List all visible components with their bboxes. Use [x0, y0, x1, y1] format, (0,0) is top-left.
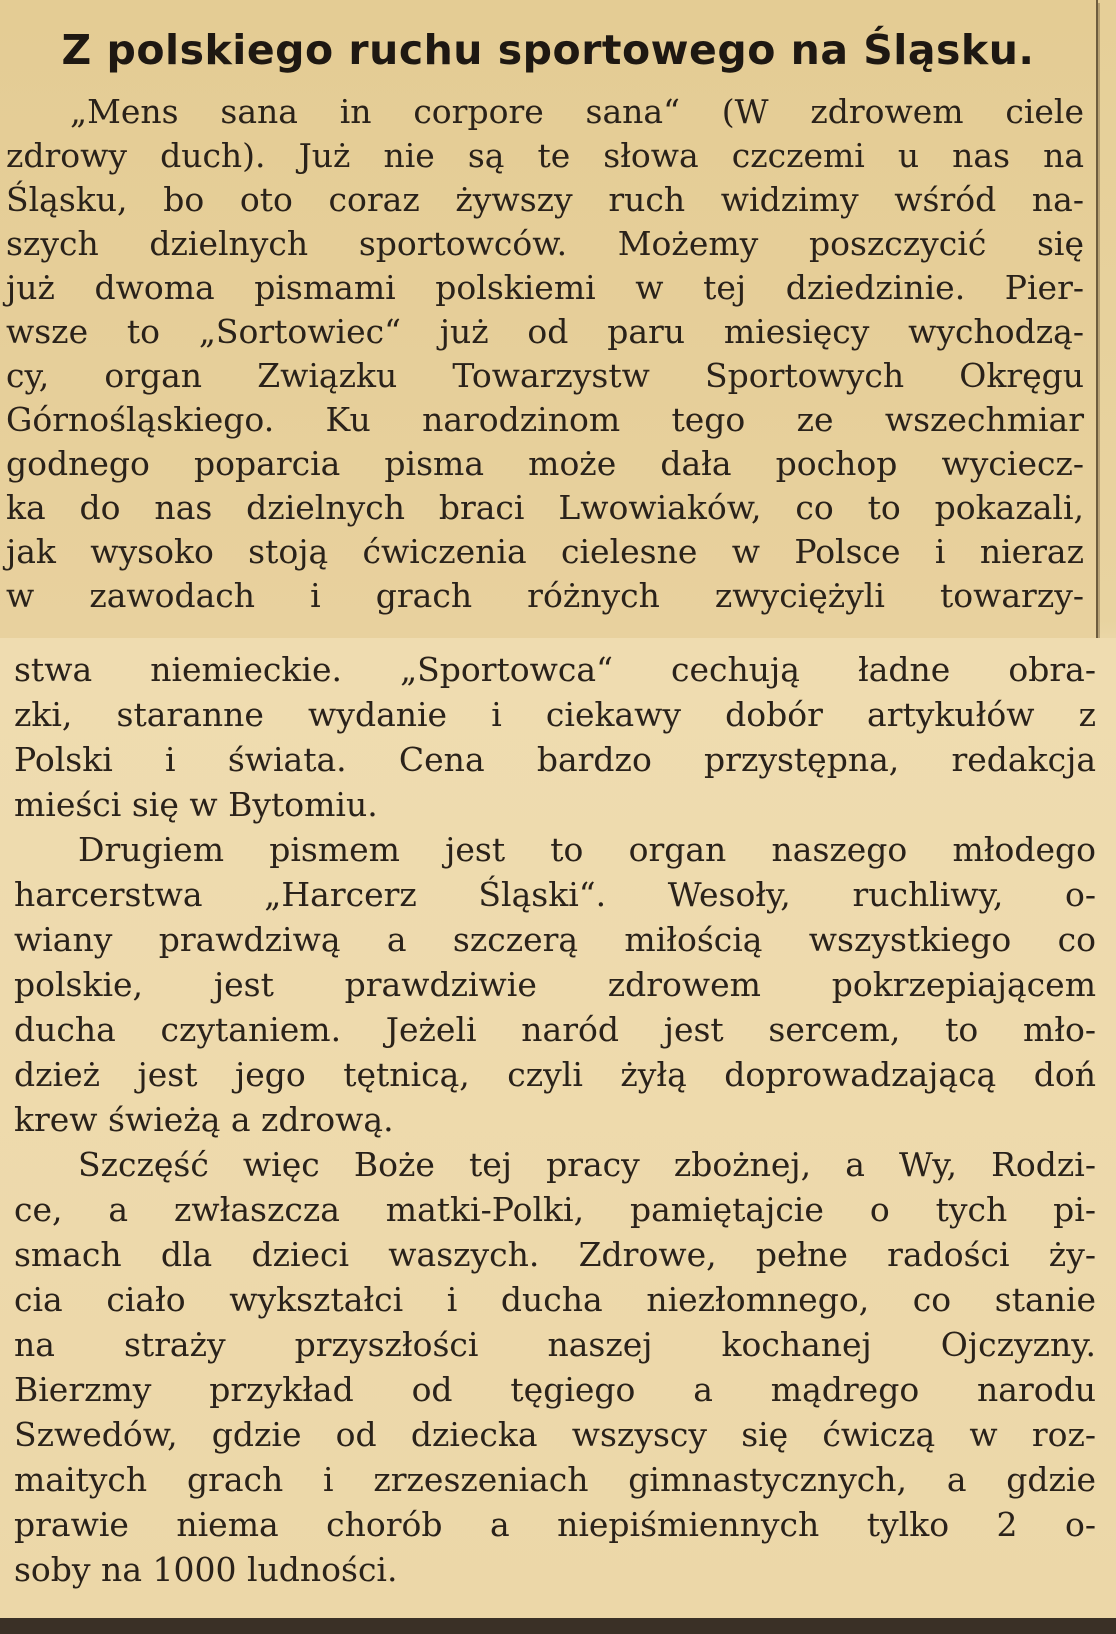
text-line: jak wysoko stoją ćwiczenia cielesne w Polsce i nieraz — [6, 532, 1084, 571]
text-line: wiany prawdziwą a szczerą miłością wszystkiego co — [14, 920, 1096, 959]
text-line: szych dzielnych sportowców. Możemy poszczycić się — [6, 224, 1084, 263]
text-line: smach dla dzieci waszych. Zdrowe, pełne radości ży- — [14, 1235, 1096, 1274]
text-line: polskie, jest prawdziwie zdrowem pokrzepiającem — [14, 965, 1096, 1004]
text-line: stwa niemieckie. „Sportowca“ cechują ładne obra- — [14, 650, 1096, 689]
text-line: Drugiem pismem jest to organ naszego młodego — [78, 830, 1096, 869]
text-line: soby na 1000 ludności. — [14, 1550, 398, 1589]
text-line: Szwedów, gdzie od dziecka wszyscy się ćwiczą w roz- — [14, 1415, 1096, 1454]
text-line: już dwoma pismami polskiemi w tej dziedzinie. Pier- — [6, 268, 1084, 307]
text-line: wsze to „Sortowiec“ już od paru miesięcy wychodzą- — [6, 312, 1084, 351]
text-line: na straży przyszłości naszej kochanej Ojczyzny. — [14, 1325, 1096, 1364]
bottom-rule — [0, 1618, 1116, 1634]
text-line: ka do nas dzielnych braci Lwowiaków, co to pokazali, — [6, 488, 1084, 527]
clipping-bottom-section — [0, 638, 1116, 1618]
text-line: Bierzmy przykład od tęgiego a mądrego narodu — [14, 1370, 1096, 1409]
text-line: prawie niema chorób a niepiśmiennych tylko 2 o- — [14, 1505, 1096, 1544]
text-line: cy, organ Związku Towarzystw Sportowych Okręgu — [6, 356, 1084, 395]
text-line: „Mens sana in corpore sana“ (W zdrowem ciele — [70, 92, 1084, 131]
text-line: harcerstwa „Harcerz Śląski“. Wesoły, ruchliwy, o- — [14, 875, 1096, 914]
text-line: w zawodach i grach różnych zwyciężyli towarzy- — [6, 576, 1084, 615]
text-line: zki, staranne wydanie i ciekawy dobór artykułów z — [14, 695, 1096, 734]
text-line: maitych grach i zrzeszeniach gimnastycznych, a gdzie — [14, 1460, 1096, 1499]
text-line: Szczęść więc Boże tej pracy zbożnej, a Wy, Rodzi- — [78, 1145, 1096, 1184]
text-line: cia ciało wykształci i ducha niezłomnego, co stanie — [14, 1280, 1096, 1319]
text-line: zdrowy duch). Już nie są te słowa czczemi u nas na — [6, 136, 1084, 175]
text-line: mieści się w Bytomiu. — [14, 785, 378, 824]
text-line: Polski i świata. Cena bardzo przystępna, redakcja — [14, 740, 1096, 779]
article-title: Z polskiego ruchu sportowego na Śląsku. — [61, 26, 1035, 74]
text-line: Śląsku, bo oto coraz żywszy ruch widzimy wśród na- — [6, 180, 1084, 219]
clipping-top-section — [0, 0, 1098, 638]
text-line: krew świeżą a zdrową. — [14, 1100, 394, 1139]
text-line: dzież jest jego tętnicą, czyli żyłą doprowadzającą doń — [14, 1055, 1096, 1094]
text-line: ducha czytaniem. Jeżeli naród jest sercem, to mło- — [14, 1010, 1096, 1049]
text-line: ce, a zwłaszcza matki-Polki, pamiętajcie o tych pi- — [14, 1190, 1096, 1229]
text-line: Górnośląskiego. Ku narodzinom tego ze wszechmiar — [6, 400, 1084, 439]
text-line: godnego poparcia pisma może dała pochop wyciecz- — [6, 444, 1084, 483]
